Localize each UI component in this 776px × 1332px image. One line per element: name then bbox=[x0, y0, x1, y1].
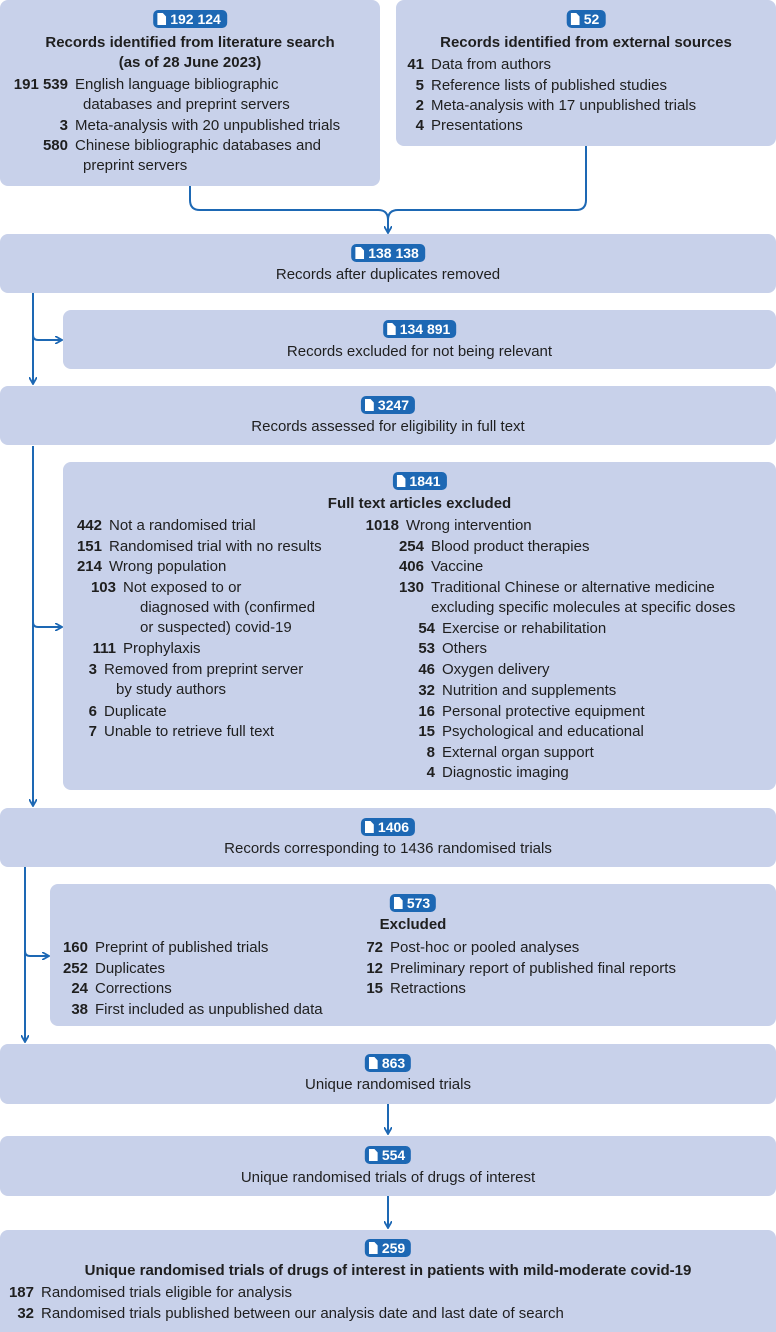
list-item: 191 539 English language bibliographic bbox=[13, 76, 279, 93]
box-title: Unique randomised trials of drugs of interest in patients with mild-moderate covid-19 bbox=[84, 1262, 692, 1279]
not-relevant-box bbox=[63, 310, 776, 369]
box-title: Records identified from literature search bbox=[45, 34, 335, 51]
drugs-of-interest-box bbox=[0, 1136, 776, 1196]
box-title: Records identified from external sources bbox=[440, 34, 732, 51]
list-item: 41 Data from authors bbox=[407, 56, 552, 73]
list-item: 187 Randomised trials eligible for analysis bbox=[8, 1284, 292, 1301]
list-item: 53 Others bbox=[418, 640, 488, 657]
document-icon bbox=[365, 399, 374, 411]
literature-search-box bbox=[0, 0, 380, 186]
box-title: Unique randomised trials of drugs of interest bbox=[240, 1169, 536, 1186]
list-item: 8 External organ support bbox=[426, 744, 594, 761]
list-item-continued: excluding specific molecules at specific doses bbox=[431, 599, 736, 616]
list-item: 214 Wrong population bbox=[76, 558, 227, 575]
list-item: 32 Randomised trials published between our analysis date and last date of search bbox=[17, 1305, 564, 1322]
list-item: 15 Retractions bbox=[366, 980, 466, 997]
count-badge: 863 bbox=[365, 1054, 411, 1072]
box-title: Unique randomised trials bbox=[305, 1076, 471, 1093]
branch-arrow-fulltext bbox=[33, 622, 61, 627]
merge-connector-right bbox=[388, 146, 586, 220]
box-title: Records assessed for eligibility in full text bbox=[251, 418, 525, 435]
unique-trials-box bbox=[0, 1044, 776, 1104]
list-item: 151 Randomised trial with no results bbox=[76, 538, 322, 555]
list-item: 24 Corrections bbox=[71, 980, 172, 997]
count-badge: 52 bbox=[567, 10, 606, 28]
box-subtitle: (as of 28 June 2023) bbox=[118, 54, 262, 71]
final-trials-box bbox=[0, 1230, 776, 1332]
count-badge: 259 bbox=[365, 1239, 411, 1257]
list-item: 3 Meta-analysis with 20 unpublished trials bbox=[59, 117, 341, 134]
document-icon bbox=[355, 247, 364, 259]
list-item: 5 Reference lists of published studies bbox=[415, 77, 667, 94]
list-item: 406 Vaccine bbox=[398, 558, 484, 575]
count-badge: 3247 bbox=[361, 396, 415, 414]
document-icon bbox=[396, 475, 405, 487]
list-item-continued: by study authors bbox=[116, 681, 227, 698]
document-icon bbox=[571, 13, 580, 25]
list-item: 252 Duplicates bbox=[62, 960, 166, 977]
count-badge: 192 124 bbox=[153, 10, 227, 28]
deduplicated-box bbox=[0, 234, 776, 293]
box-title: Full text articles excluded bbox=[327, 495, 512, 512]
document-icon bbox=[369, 1242, 378, 1254]
count-badge: 1406 bbox=[361, 818, 415, 836]
document-icon bbox=[157, 13, 166, 25]
list-item: 38 First included as unpublished data bbox=[71, 1001, 323, 1018]
external-sources-box bbox=[396, 0, 776, 146]
document-icon bbox=[369, 1057, 378, 1069]
list-item-continued: or suspected) covid-19 bbox=[140, 619, 292, 636]
box-title: Excluded bbox=[379, 916, 447, 933]
list-item: 15 Psychological and educational bbox=[418, 723, 644, 740]
list-item: 103 Not exposed to or bbox=[90, 579, 242, 596]
list-item: 4 Diagnostic imaging bbox=[426, 764, 569, 781]
list-item: 7 Unable to retrieve full text bbox=[88, 723, 275, 740]
box-title: Records corresponding to 1436 randomised trials bbox=[224, 840, 552, 857]
count-badge: 573 bbox=[390, 894, 436, 912]
document-icon bbox=[365, 821, 374, 833]
corresponding-box bbox=[0, 808, 776, 867]
merge-connector bbox=[190, 186, 388, 232]
list-item: 16 Personal protective equipment bbox=[418, 703, 645, 720]
branch-arrow-excluded bbox=[25, 951, 48, 956]
list-item: 12 Preliminary report of published final reports bbox=[366, 960, 676, 977]
list-item: 130 Traditional Chinese or alternative medicine bbox=[398, 579, 715, 596]
list-item-continued: databases and preprint servers bbox=[83, 96, 290, 113]
excluded-box bbox=[50, 884, 776, 1026]
list-item: 54 Exercise or rehabilitation bbox=[418, 620, 607, 637]
box-title: Records excluded for not being relevant bbox=[286, 343, 553, 360]
list-item: 580 Chinese bibliographic databases and bbox=[42, 137, 322, 154]
list-item-continued: preprint servers bbox=[83, 157, 188, 174]
list-item: 32 Nutrition and supplements bbox=[418, 682, 617, 699]
document-icon bbox=[387, 323, 396, 335]
document-icon bbox=[394, 897, 403, 909]
count-badge: 1841 bbox=[392, 472, 446, 490]
list-item: 4 Presentations bbox=[415, 117, 523, 134]
list-item: 3 Removed from preprint server bbox=[88, 661, 304, 678]
list-item: 46 Oxygen delivery bbox=[418, 661, 550, 678]
count-badge: 554 bbox=[365, 1146, 411, 1164]
list-item: 72 Post-hoc or pooled analyses bbox=[366, 939, 580, 956]
list-item: 160 Preprint of published trials bbox=[62, 939, 269, 956]
document-icon bbox=[369, 1149, 378, 1161]
branch-arrow-not-relevant bbox=[33, 335, 61, 340]
list-item-continued: diagnosed with (confirmed bbox=[140, 599, 316, 616]
list-item: 254 Blood product therapies bbox=[398, 538, 590, 555]
list-item: 6 Duplicate bbox=[88, 703, 167, 720]
list-item: 2 Meta-analysis with 17 unpublished trials bbox=[415, 97, 697, 114]
list-item: 111 Prophylaxis bbox=[92, 640, 201, 657]
list-item: 1018 Wrong intervention bbox=[365, 517, 532, 534]
count-badge: 134 891 bbox=[383, 320, 457, 338]
list-item: 442 Not a randomised trial bbox=[76, 517, 256, 534]
assessed-box bbox=[0, 386, 776, 445]
box-title: Records after duplicates removed bbox=[275, 266, 501, 283]
count-badge: 138 138 bbox=[351, 244, 425, 262]
fulltext-excluded-box bbox=[63, 462, 776, 790]
